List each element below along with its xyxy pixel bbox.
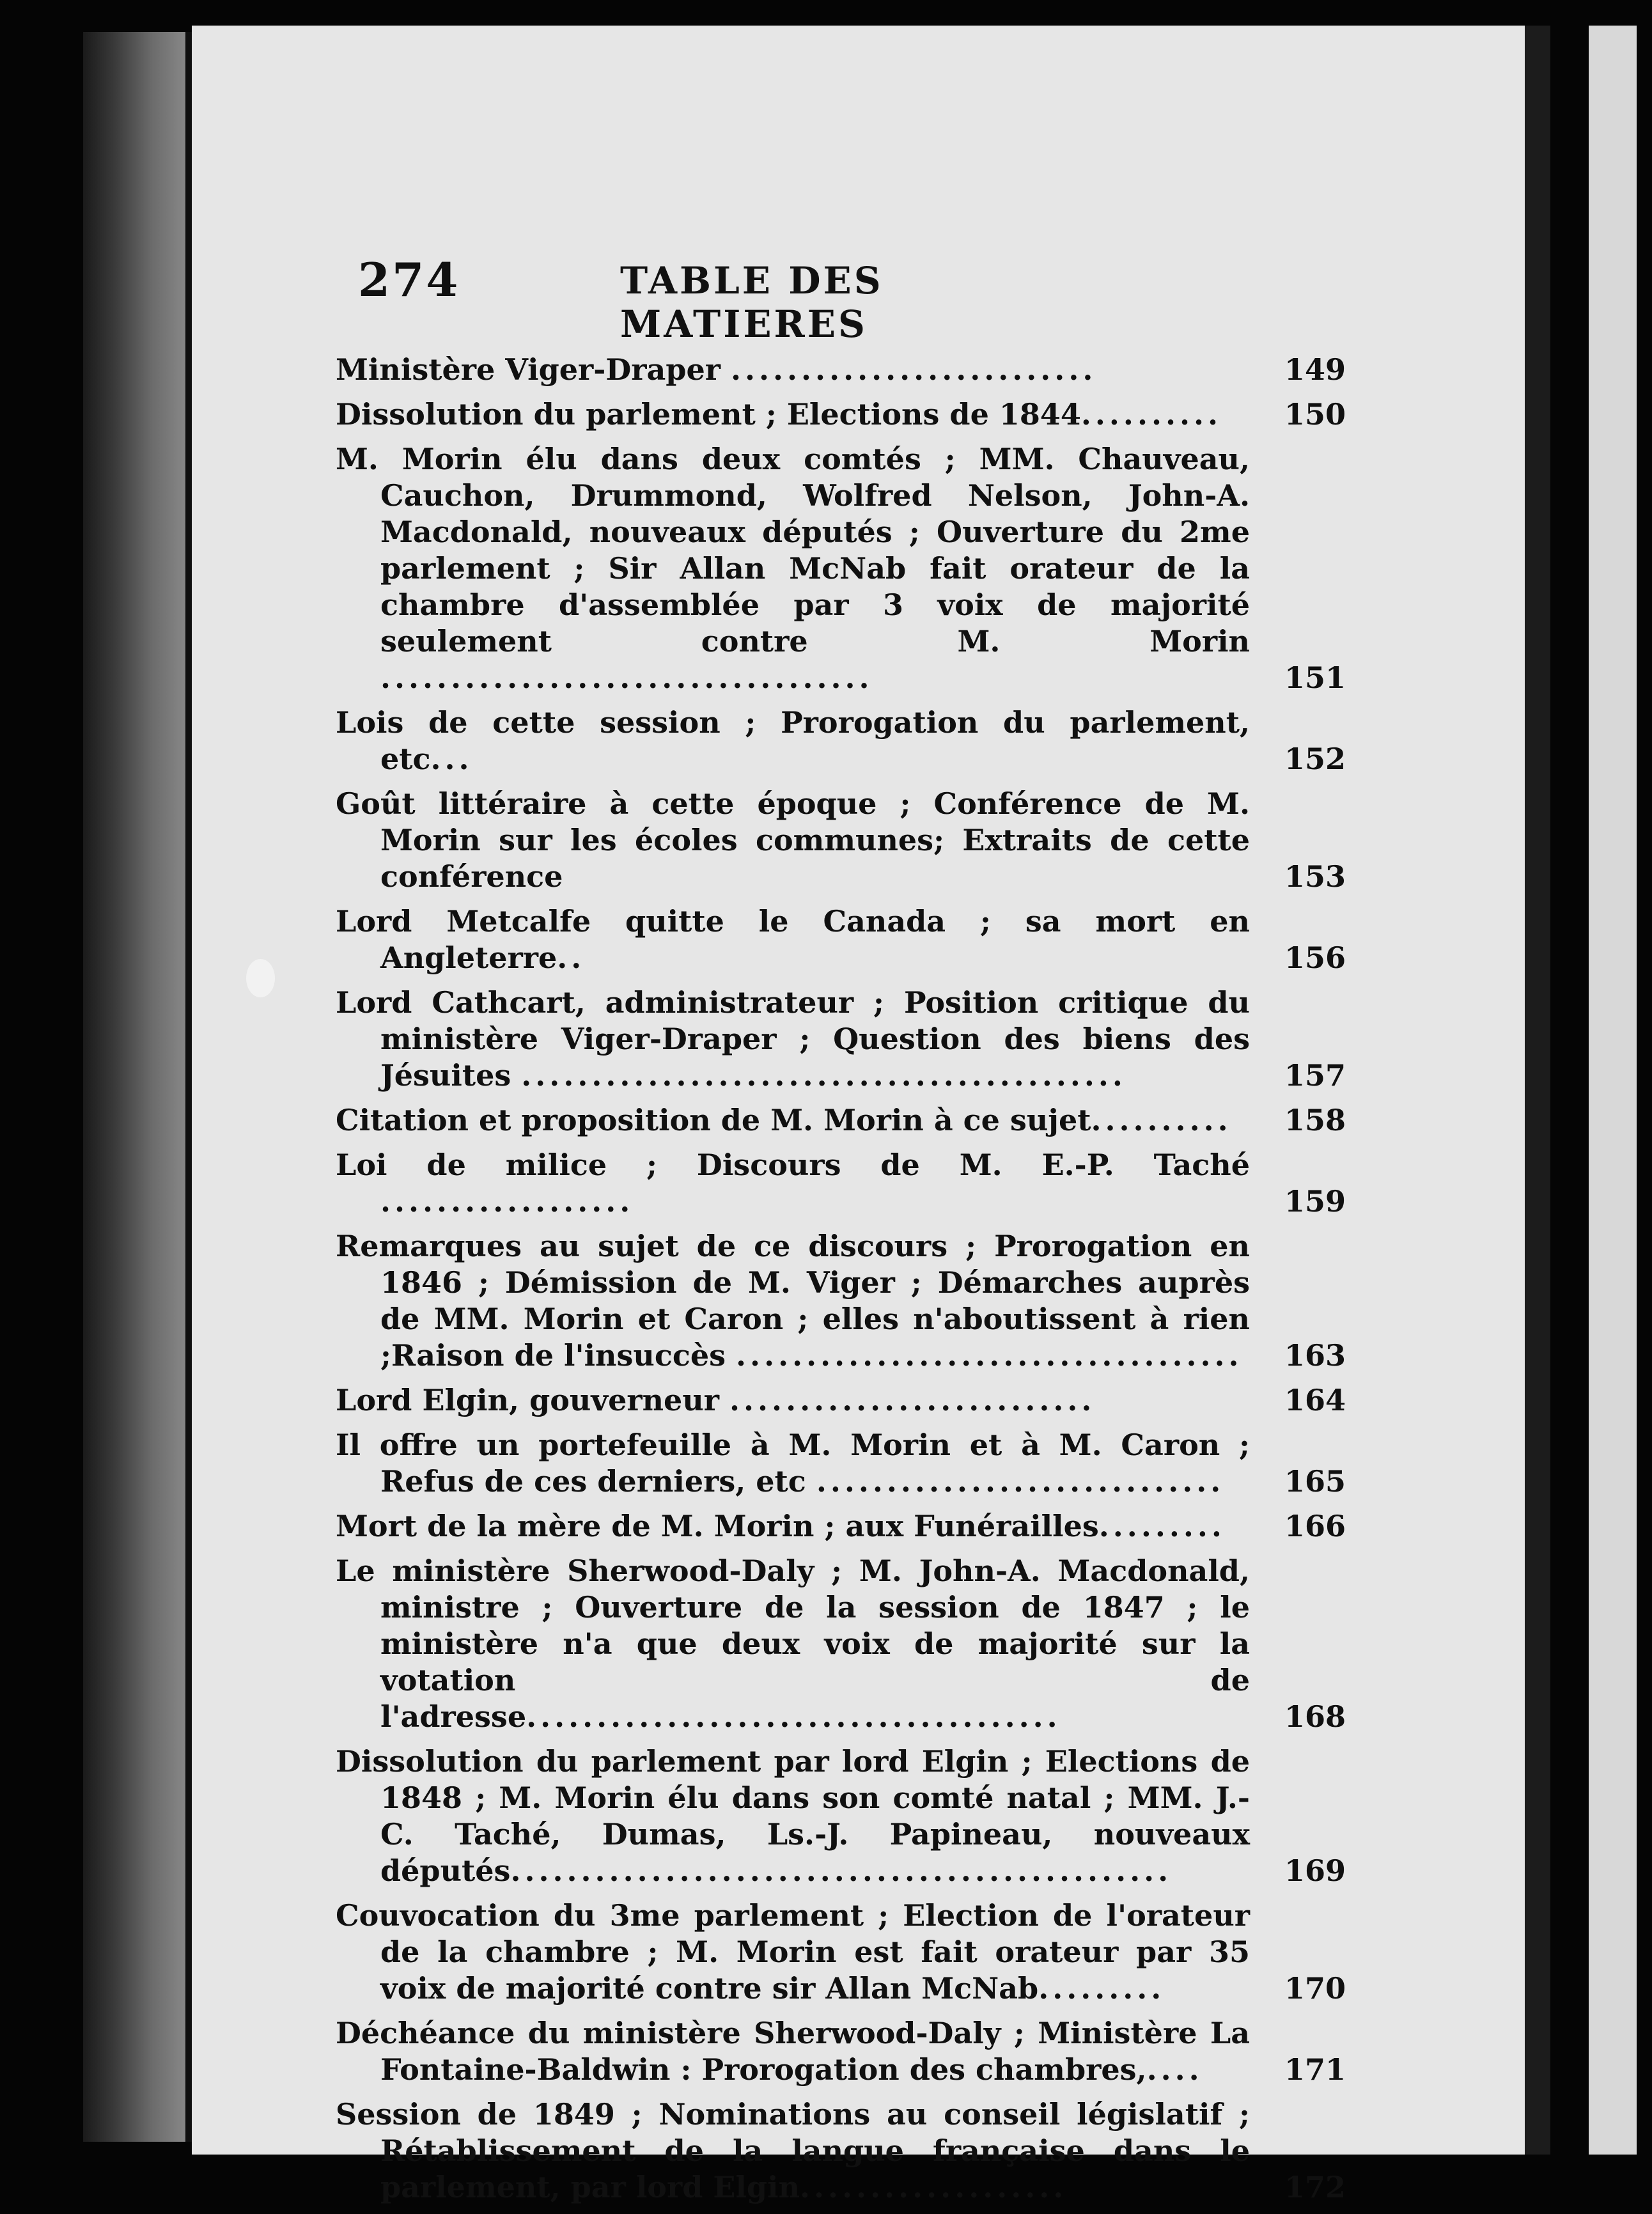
toc-entry [336,985,1346,1094]
toc-dot-leader: .......................... [730,352,1097,387]
toc-dot-leader: ... [430,742,473,776]
toc-entry-text [336,1228,1250,1374]
toc-dot-leader: .... [1146,2052,1203,2087]
toc-entry-text [336,352,1250,388]
book-spine [83,32,189,2142]
toc-entry-title: Couvocation du 3me parlement ; Election de l'orateur de la chambre ; M. Morin est fait orateur par 35 voix de majorité contre sir Allan McNab [336,1898,1250,2006]
toc-dot-leader: .................. [380,1184,634,1219]
toc-dot-leader: ......... [1098,1509,1226,1543]
facing-page-edge [1589,26,1637,2155]
toc-entry-text [336,1553,1250,1735]
toc-entry-title: Lord Elgin, gouverneur [336,1383,730,1417]
toc-entry-title: M. Morin élu dans deux comtés ; MM. Chauveau, Cauchon, Drummond, Wolfred Nelson, John-A. Macdonald, nouveaux députés ; Ouverture du 2me parlement ; Sir Allan McNab fait orateur de la chambre d'assemblée par 3 voix de majorité seulement contre M. Morin [336,442,1250,659]
toc-page-number: 159 [1284,1184,1346,1219]
toc-entry [336,1508,1346,1545]
toc-entry [336,1382,1346,1419]
toc-entry-title: Mort de la mère de M. Morin ; aux Funérailles [336,1509,1099,1543]
toc-page-number: 166 [1284,1509,1346,1543]
toc-dot-leader: .......................... [729,1383,1096,1417]
toc-entry-title: Dissolution du parlement ; Elections de 1844 [336,397,1081,432]
page-number: 274 [358,253,460,307]
toc-dot-leader: .......... [1091,1103,1232,1137]
toc-page-number: 163 [1284,1338,1346,1373]
toc-entry-text [336,1102,1250,1139]
toc-entry [336,786,1346,895]
toc-entry [336,441,1346,696]
toc-dot-leader: ............................................... [510,1853,1173,1888]
page-edge-shadow [1525,26,1550,2155]
toc-page-number: 168 [1284,1699,1346,1734]
toc-entry [336,903,1346,976]
running-title: TABLE DES MATIERES [620,259,884,346]
toc-dot-leader: .......... [1080,397,1222,432]
toc-entry-title: Déchéance du ministère Sherwood-Daly ; Ministère La Fontaine-Baldwin : Prorogation des chambres, [336,2016,1250,2087]
toc-entry-text [336,1508,1250,1545]
toc-entry-title: Remarques au sujet de ce discours ; Prorogation en 1846 ; Démission de M. Viger ; Démarches auprès de MM. Morin et Caron ; elles n'aboutissent à rien ;Raison de l'insuccès [336,1229,1250,1373]
toc-entry [336,2015,1346,2088]
toc-entry-title: Lord Metcalfe quitte le Canada ; sa mort en Angleterre [336,904,1250,975]
toc-entry [336,1228,1346,1374]
toc-page-number: 158 [1284,1103,1346,1137]
table-of-contents [336,352,1346,2214]
toc-page-number: 172 [1284,2170,1346,2204]
toc-page-number: 170 [1284,1971,1346,2006]
toc-page-number: 153 [1284,859,1346,894]
toc-entry-title: Citation et proposition de M. Morin à ce sujet [336,1103,1091,1137]
toc-entry [336,1898,1346,2007]
toc-entry [336,1102,1346,1139]
toc-entry-text [336,1427,1250,1500]
toc-entry-text [336,441,1250,696]
toc-entry-title: Loi de milice ; Discours de M. E.-P. Taché [336,1148,1250,1182]
toc-entry [336,705,1346,777]
toc-entry-text [336,985,1250,1094]
toc-entry-title: Lois de cette session ; Prorogation du parlement, etc [336,705,1250,776]
toc-entry [336,2096,1346,2206]
toc-entry-title: Il offre un portefeuille à M. Morin et à M. Caron ; Refus de ces derniers, etc [336,1428,1250,1499]
toc-entry-title: Session de 1849 ; Nominations au conseil législatif ; Rétablissement de la langue française dans le parlement, par lord Elgin [336,2097,1250,2204]
toc-entry [336,352,1346,388]
toc-page-number: 156 [1284,940,1346,975]
toc-page-number: 152 [1284,742,1346,776]
toc-dot-leader: .. [557,940,586,975]
toc-entry [336,1553,1346,1735]
toc-entry-title: Goût littéraire à cette époque ; Conférence de M. Morin sur les écoles communes; Extraits de cette conférence [336,786,1250,894]
toc-entry-title: Lord Cathcart, administrateur ; Position critique du ministère Viger-Draper ; Question des biens des Jésuites [336,985,1250,1093]
toc-entry-text [336,1898,1250,2007]
toc-entry-text [336,396,1250,433]
toc-page-number: 164 [1284,1383,1346,1417]
toc-page-number: 157 [1284,1058,1346,1093]
toc-entry-text [336,1743,1250,1889]
toc-dot-leader: ......... [1038,1971,1165,2006]
toc-entry [336,1743,1346,1889]
toc-entry-text [336,1147,1250,1220]
toc-page-number: 171 [1284,2052,1346,2087]
toc-entry [336,396,1346,433]
toc-page-number: 151 [1284,660,1346,695]
toc-dot-leader: ................................... [380,660,873,695]
toc-dot-leader: ...................................... [526,1699,1061,1734]
toc-entry-text [336,2015,1250,2088]
toc-entry-text [336,2096,1250,2206]
toc-entry-text [336,903,1250,976]
toc-entry-title: Le ministère Sherwood-Daly ; M. John-A. Macdonald, ministre ; Ouverture de la session de 1847 ; le ministère n'a que deux voix de majorité sur la votation de l'adresse [336,1554,1250,1734]
toc-entry [336,1427,1346,1500]
toc-dot-leader: ............................. [816,1464,1225,1499]
page-header [358,253,1112,346]
toc-entry-title: Ministère Viger-Draper [336,352,731,387]
toc-dot-leader: .................................... [736,1338,1243,1373]
toc-page-number: 165 [1284,1464,1346,1499]
toc-entry [336,1147,1346,1220]
toc-page-number: 149 [1284,352,1346,387]
toc-dot-leader: ........................................... [521,1058,1126,1093]
toc-entry-text [336,1382,1250,1419]
toc-page-number: 150 [1284,397,1346,432]
toc-entry-text [336,705,1250,777]
toc-dot-leader: ................... [800,2170,1068,2204]
toc-page-number: 169 [1284,1853,1346,1888]
toc-entry-title: Dissolution du parlement par lord Elgin ; Elections de 1848 ; M. Morin élu dans son comté natal ; MM. J.-C. Taché, Dumas, Ls.-J. Papineau, nouveaux députés [336,1744,1250,1888]
paper-blemish [246,959,275,997]
toc-entry-text [336,786,1250,895]
